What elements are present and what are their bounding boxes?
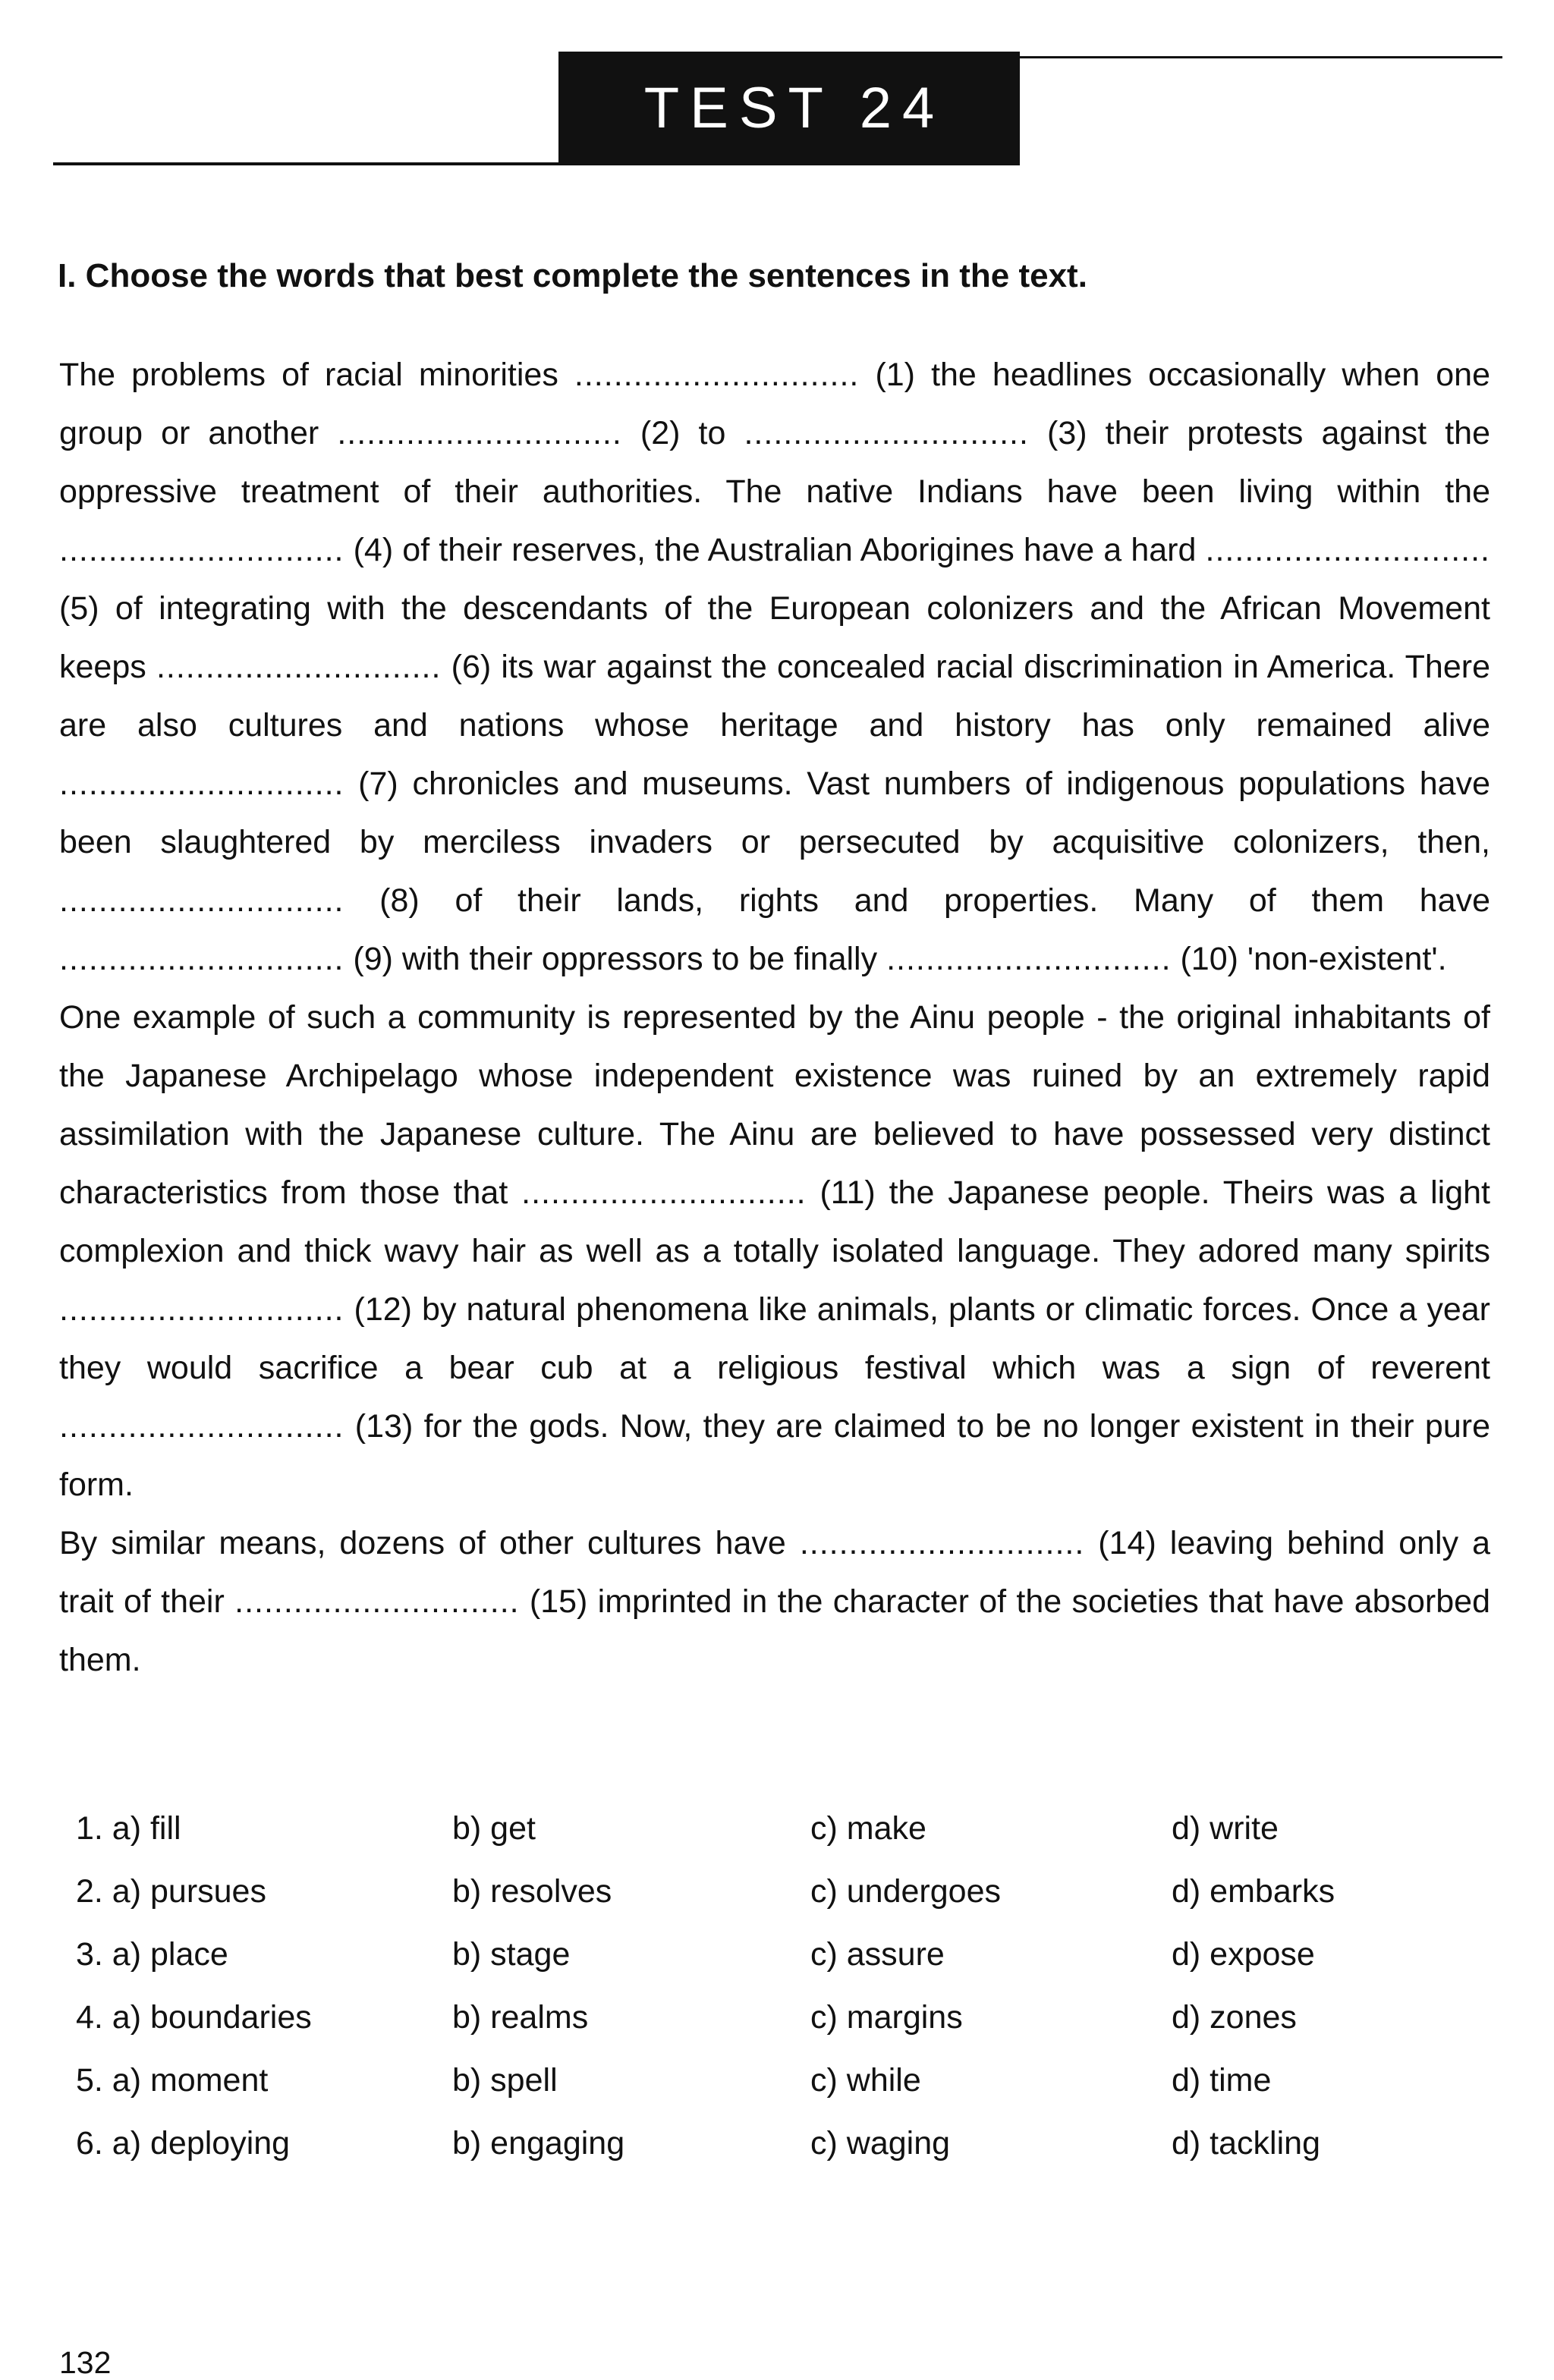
option-d: d) expose — [1172, 1936, 1315, 1973]
passage-paragraph — [59, 1514, 1490, 1690]
passage-segment: (8) of their lands, rights and properties. Many of them have — [344, 882, 1490, 919]
option-d: d) time — [1172, 2062, 1272, 2099]
section-instruction: I. Choose the words that best complete the sentences in the text. — [58, 257, 1087, 294]
passage-segment: The problems of racial minorities — [59, 357, 574, 393]
answer-blank: ............................. — [59, 1291, 344, 1328]
passage-paragraph — [59, 346, 1490, 989]
option-b: b) resolves — [452, 1873, 612, 1910]
option-a: 2. a) pursues — [76, 1873, 266, 1910]
option-row — [76, 1933, 1502, 1996]
passage-segment: (1) the headlines occasionally when one group or another — [59, 357, 1490, 451]
answer-blank: ............................. — [59, 882, 344, 919]
answer-blank: ............................. — [59, 766, 344, 802]
option-c: c) while — [810, 2062, 921, 2099]
passage-segment: (7) chronicles and museums. Vast numbers of indigenous populations have been slaughtered by merciless invaders or persecuted by acquisitive colonizers, then, — [59, 766, 1490, 860]
option-row — [76, 1870, 1502, 1933]
passage-segment: (13) for the gods. Now, they are claimed to be no longer existent in their pure form. — [59, 1408, 1490, 1503]
answer-blank: ............................. — [1205, 532, 1490, 568]
option-c: c) assure — [810, 1936, 945, 1973]
option-a: 3. a) place — [76, 1936, 228, 1973]
answer-blank: ............................. — [574, 357, 860, 393]
option-b: b) get — [452, 1810, 536, 1847]
passage-segment: (9) with their oppressors to be finally — [344, 941, 887, 977]
answer-blank: ............................. — [799, 1525, 1085, 1561]
header-rule-right — [1020, 56, 1502, 58]
page-number: 132 — [59, 2345, 112, 2380]
passage-segment: (4) of their reserves, the Australian Aborigines have a hard — [344, 532, 1206, 568]
option-c: c) margins — [810, 1999, 963, 2036]
option-a: 4. a) boundaries — [76, 1999, 312, 2036]
answer-blank: ............................. — [886, 941, 1172, 977]
passage-segment: (2) to — [621, 415, 744, 451]
option-a: 1. a) fill — [76, 1810, 181, 1847]
option-row — [76, 2122, 1502, 2185]
answer-blank: ............................. — [337, 415, 622, 451]
option-d: d) zones — [1172, 1999, 1297, 2036]
passage-segment: (15) imprinted in the character of the societies that have absorbed them. — [59, 1583, 1490, 1678]
answer-blank: ............................. — [59, 532, 344, 568]
answer-blank: ............................. — [59, 941, 344, 977]
option-d: d) embarks — [1172, 1873, 1335, 1910]
passage-segment: (10) 'non-existent'. — [1171, 941, 1447, 977]
passage-segment: (6) its war against the concealed racial discrimination in America. There are also cultures and nations whose heritage and history has only remained alive — [59, 649, 1490, 744]
option-b: b) engaging — [452, 2125, 625, 2161]
answer-blank: ............................. — [156, 649, 442, 685]
option-d: d) tackling — [1172, 2125, 1320, 2161]
passage-segment: (11) the Japanese people. Theirs was a light complexion and thick wavy hair as well as a totally isolated language. They adored many spirits — [59, 1174, 1490, 1269]
answer-blank: ............................. — [521, 1174, 807, 1211]
option-b: b) realms — [452, 1999, 589, 2036]
option-c: c) make — [810, 1810, 926, 1847]
option-d: d) write — [1172, 1810, 1279, 1847]
passage-segment: By similar means, dozens of other cultures have — [59, 1525, 800, 1561]
option-row — [76, 1996, 1502, 2059]
answer-blank: ............................. — [59, 1408, 344, 1445]
answer-blank: ............................. — [234, 1583, 520, 1620]
option-a: 5. a) moment — [76, 2062, 269, 2099]
option-a: 6. a) deploying — [76, 2125, 291, 2161]
answer-options-table — [76, 1807, 1502, 2185]
passage-segment: (14) leaving behind only a trait of their — [59, 1525, 1490, 1620]
answer-blank: ............................. — [744, 415, 1029, 451]
passage-text — [59, 346, 1490, 1690]
passage-paragraph — [59, 989, 1490, 1514]
header-rule-left — [53, 162, 558, 165]
passage-segment: (12) by natural phenomena like animals, plants or climatic forces. Once a year they would sacrifice a bear cub at a religious festival which was a sign of reverent — [59, 1291, 1490, 1386]
option-row — [76, 1807, 1502, 1870]
passage-segment: (3) their protests against the oppressive treatment of their authorities. The native Indians have been living within the — [59, 415, 1490, 510]
option-c: c) undergoes — [810, 1873, 1001, 1910]
option-b: b) spell — [452, 2062, 558, 2099]
option-b: b) stage — [452, 1936, 571, 1973]
passage-segment: (5) of integrating with the descendants of the European colonizers and the African Movement keeps — [59, 590, 1490, 685]
option-row — [76, 2059, 1502, 2122]
passage-segment: One example of such a community is represented by the Ainu people - the original inhabitants of the Japanese Archipelago whose independent existence was ruined by an extremely rapid assimilation with the Japanese culture. The Ainu are believed to have possessed very distinct characteristics from those that — [59, 999, 1490, 1211]
option-c: c) waging — [810, 2125, 951, 2161]
test-title-banner: TEST 24 — [558, 52, 1020, 165]
